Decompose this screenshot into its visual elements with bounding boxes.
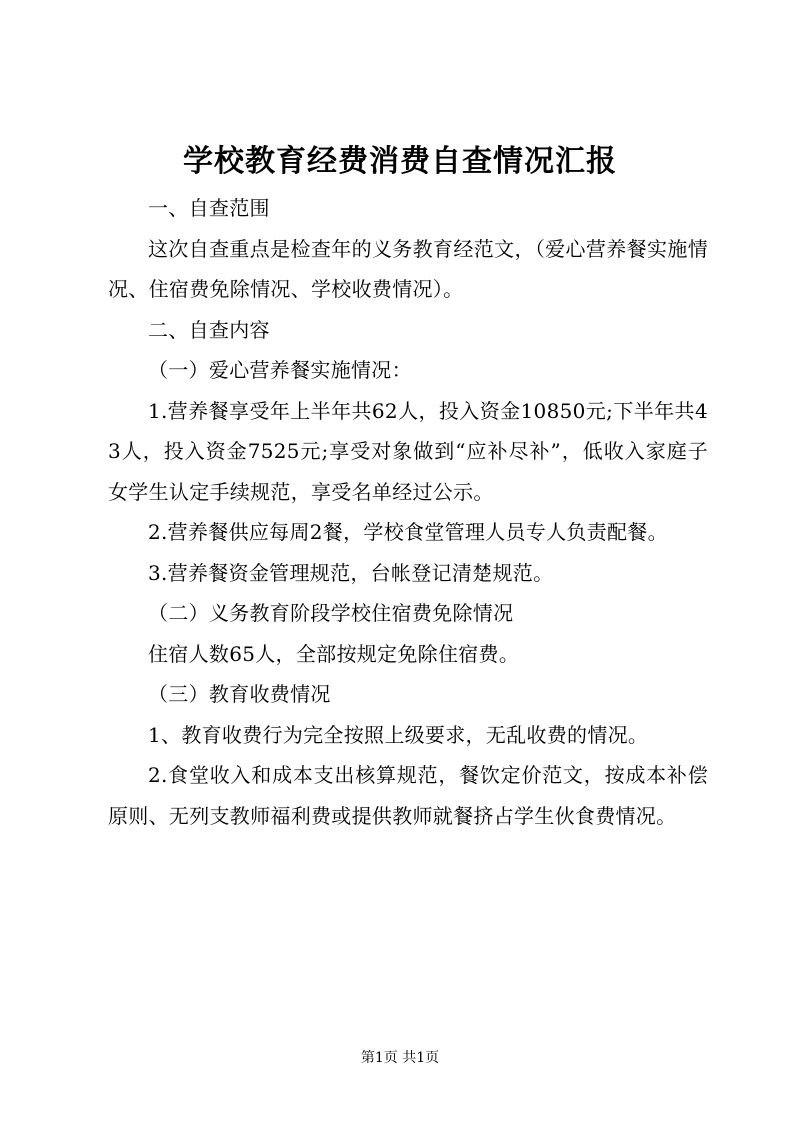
section-heading-scope: 一、自查范围 [148,196,270,220]
paragraph-scope-description: 这次自查重点是检查年的义务教育经范文，（爱心营养餐实施情况、住宿费免除情况、学校收费情况）。 [108,236,708,301]
paragraph-boarding: 住宿人数65人，全部按规定免除住宿费。 [148,641,520,666]
paragraph-meals-1: 1.营养餐享受年上半年共62人，投入资金10850元;下半年共43人，投入资金7525元;享受对象做到“应补尽补”，低收入家庭子女学生认定手续规范，享受名单经过公示。 [108,398,708,504]
subsection-heading-meals: （一）爱心营养餐实施情况： [148,358,412,382]
section-heading-content: 二、自查内容 [148,317,270,342]
paragraph-meals-2: 2.营养餐供应每周2餐，学校食堂管理人员专人负责配餐。 [148,520,668,544]
document-body [108,188,708,836]
paragraph-fees-1: 1、教育收费行为完全按照上级要求，无乱收费的情况。 [148,722,649,747]
document-title: 学校教育经费消费自查情况汇报 [183,144,617,179]
paragraph-fees-2: 2.食堂收入和成本支出核算规范，餐饮定价范文，按成本补偿原则、无列支教师福利费或提供教师就餐挤占学生伙食费情况。 [108,763,708,828]
subsection-heading-boarding: （二）义务教育阶段学校住宿费免除情况 [148,601,514,625]
page-number-footer: 第1页 共1页 [360,1050,440,1066]
paragraph-meals-3: 3.营养餐资金管理规范，台帐登记清楚规范。 [148,560,554,585]
subsection-heading-fees: （三）教育收费情况 [148,682,331,706]
